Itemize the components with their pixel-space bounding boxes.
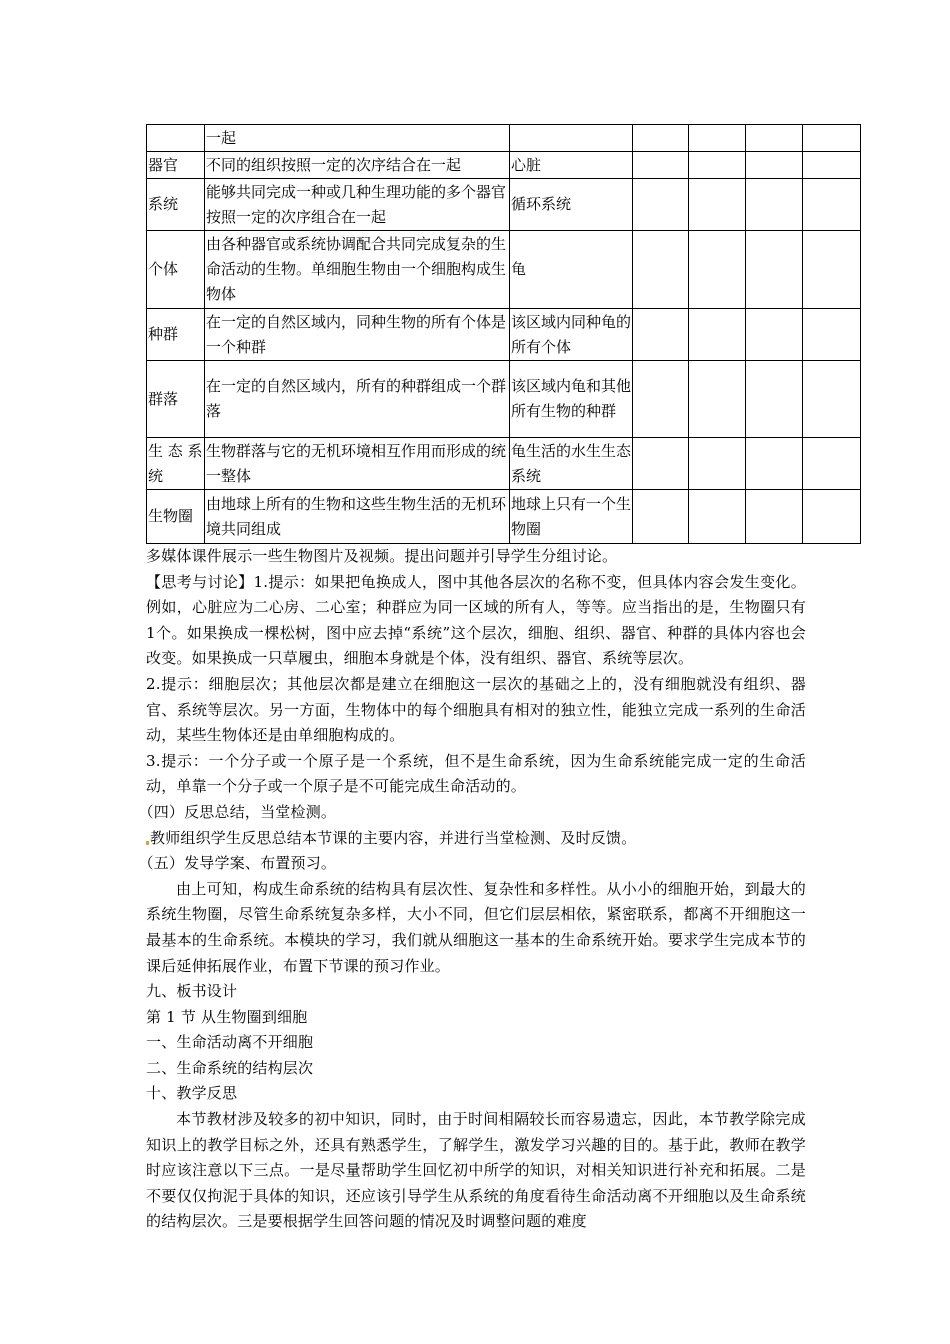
level-cell: 种群 [147,309,205,361]
empty-cell [803,361,861,438]
definition-cell: 不同的组织按照一定的次序结合在一起 [205,152,510,179]
empty-cell [689,231,746,309]
level-cell: 生物圈 [147,490,205,544]
empty-cell [689,490,746,544]
empty-cell [803,309,861,361]
section-heading-teaching-reflection: 十、教学反思 [146,1084,238,1103]
empty-cell [803,231,861,309]
section-heading-reflection: （四）反思总结，当堂检测。 [138,802,337,821]
summary-paragraph: 由上可知，构成生命系统的结构具有层次性、复杂性和多样性。从小小的细胞开始，到最大的系统生物圈，尽管生命系统复杂多样，大小不同，但它们层层相依，紧密联系，都离不开细胞这一最基本的生命系统。本模块的学习，我们就从细胞这一基本的生命系统开始。要求学生完成本节的课后延伸拓展作业，布置下节课的预习作业。 [146,879,806,975]
empty-cell [633,309,689,361]
lesson-body [138,544,806,1235]
definition-cell: 在一定的自然区域内，同种生物的所有个体是一个种群 [205,309,510,361]
board-item-1: 一、生命活动离不开细胞 [146,1033,314,1052]
life-system-levels-table [146,124,861,544]
board-item-2: 二、生命系统的结构层次 [146,1058,314,1077]
board-title: 第 1 节 从生物圈到细胞 [146,1007,308,1026]
empty-cell [803,438,861,490]
empty-cell [746,179,803,231]
section-heading-board-design: 九、板书设计 [146,982,238,1001]
empty-cell [633,179,689,231]
empty-cell [803,179,861,231]
empty-cell [689,361,746,438]
reflection-paragraph [146,826,806,852]
empty-cell [746,309,803,361]
section-heading-preview: （五）发导学案、布置预习。 [138,854,337,873]
table-row [147,490,861,544]
example-cell: 循环系统 [510,179,633,231]
empty-cell [633,231,689,309]
document-page [138,124,806,1235]
definition-cell: 由地球上所有的生物和这些生物生活的无机环境共同组成 [205,490,510,544]
empty-cell [633,361,689,438]
example-cell: 龟 [510,231,633,309]
discussion-hint-1: 【思考与讨论】1.提示：如果把龟换成人，图中其他各层次的名称不变，但具体内容会发生变化。例如，心脏应为二心房、二心室；种群应为同一区域的所有人，等等。应当指出的是，生物圈只有1个。如果换成一棵松树，图中应去掉“系统”这个层次，细胞、组织、器官、种群的具体内容也会改变。如果换成一只草履虫，细胞本身就是个体，没有组织、器官、系统等层次。 [146,572,806,668]
table-row [147,152,861,179]
definition-cell: 生物群落与它的无机环境相互作用而形成的统一整体 [205,438,510,490]
definition-cell: 由各种器官或系统协调配合共同完成复杂的生命活动的生物。单细胞生物由一个细胞构成生物体 [205,231,510,309]
example-cell: 心脏 [510,152,633,179]
level-cell: 系统 [147,179,205,231]
example-cell: 该区域内龟和其他所有生物的种群 [510,361,633,438]
definition-cell: 能够共同完成一种或几种生理功能的多个器官按照一定的次序组合在一起 [205,179,510,231]
example-cell: 该区域内同种龟的所有个体 [510,309,633,361]
discussion-hint-2: 2.提示：细胞层次；其他层次都是建立在细胞这一层次的基础之上的，没有细胞就没有组织、器官、系统等层次。另一方面，生物体中的每个细胞具有相对的独立性，能独立完成一系列的生命活动，某些生物体还是由单细胞构成的。 [146,674,806,745]
empty-cell [689,125,746,152]
empty-cell [746,125,803,152]
example-cell: 地球上只有一个生物圈 [510,490,633,544]
empty-cell [746,438,803,490]
empty-cell [746,490,803,544]
level-cell: 器官 [147,152,205,179]
definition-cell: 一起 [205,125,510,152]
example-cell [510,125,633,152]
empty-cell [633,490,689,544]
level-cell: 个体 [147,231,205,309]
empty-cell [803,125,861,152]
empty-cell [633,438,689,490]
empty-cell [746,152,803,179]
reflection-text: 教师组织学生反思总结本节课的主要内容，并进行当堂检测、及时反馈。 [150,828,637,847]
teaching-reflection-paragraph: 本节教材涉及较多的初中知识，同时，由于时间相隔较长而容易遗忘，因此，本节教学除完成知识上的教学目标之外，还具有熟悉学生，了解学生，激发学习兴趣的目的。基于此，教师在教学时应该注意以下三点。一是尽量帮助学生回忆初中所学的知识，对相关知识进行补充和拓展。二是不要仅仅拘泥于具体的知识，还应该引导学生从系统的角度看待生命活动离不开细胞以及生命系统的结构层次。三是要根据学生回答问题的情况及时调整问题的难度 [146,1110,806,1231]
empty-cell [689,438,746,490]
table-row [147,179,861,231]
table-row [147,231,861,309]
table-row [147,309,861,361]
empty-cell [746,231,803,309]
level-cell: 群落 [147,361,205,438]
empty-cell [633,152,689,179]
table-row [147,125,861,152]
table-row [147,361,861,438]
table-row [147,438,861,490]
empty-cell [803,152,861,179]
empty-cell [633,125,689,152]
level-cell [147,125,205,152]
empty-cell [746,361,803,438]
empty-cell [689,152,746,179]
multimedia-paragraph: 多媒体课件展示一些生物图片及视频。提出问题并引导学生分组讨论。 [146,547,618,565]
empty-cell [689,179,746,231]
empty-cell [689,309,746,361]
level-cell: 生 态 系统 [147,438,205,490]
anchor-mark-icon [146,841,149,845]
example-cell: 龟生活的水生生态系统 [510,438,633,490]
empty-cell [803,490,861,544]
definition-cell: 在一定的自然区域内，所有的种群组成一个群落 [205,361,510,438]
discussion-hint-3: 3.提示：一个分子或一个原子是一个系统，但不是生命系统，因为生命系统能完成一定的生命活动，单靠一个分子或一个原子是不可能完成生命活动的。 [146,751,806,796]
